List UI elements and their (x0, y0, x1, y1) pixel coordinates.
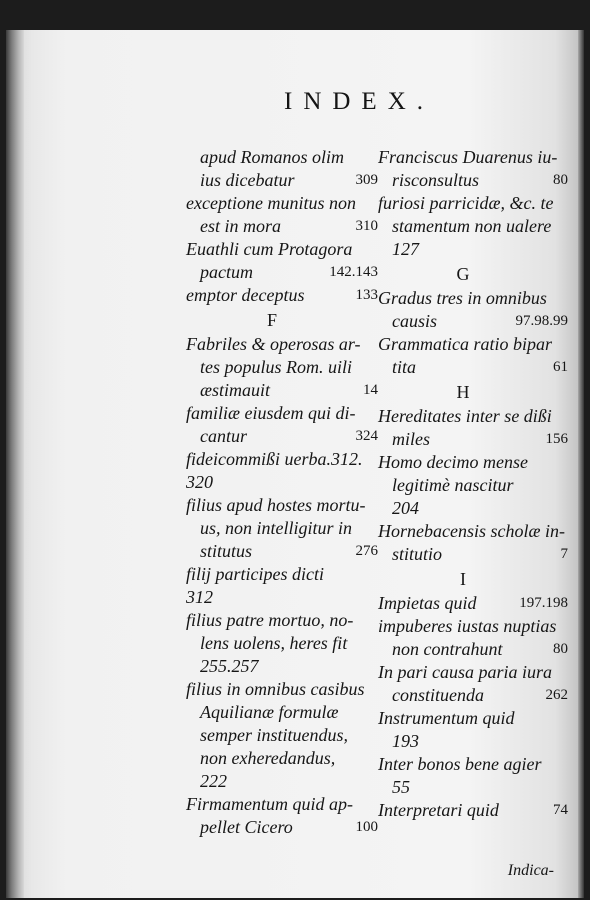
entry-line (186, 192, 378, 215)
page-number: 156 (545, 431, 568, 447)
entry-text: 204 (392, 498, 419, 518)
page-number: 133 (355, 287, 378, 303)
entry-line (378, 543, 568, 566)
entry-line (186, 517, 378, 540)
index-entry (378, 799, 568, 822)
entry-text: tita (392, 357, 417, 377)
section-letter: F (266, 310, 277, 330)
entry-text: familiæ eiusdem qui di- (186, 403, 356, 423)
entry-line (378, 215, 568, 238)
entry-line (378, 753, 568, 776)
entry-text: filij participes dicti (186, 564, 324, 584)
entry-line (186, 609, 378, 632)
entry-line (186, 333, 378, 356)
index-entry (378, 192, 568, 261)
index-entry (378, 753, 568, 799)
entry-text: Fabriles & operosas ar- (186, 334, 361, 354)
page-number: 100 (355, 819, 378, 835)
entry-text: ius dicebatur (200, 170, 295, 190)
entry-text: Aquilianæ formulæ (200, 702, 339, 722)
entry-line (378, 684, 568, 707)
page-number: 197.198 (519, 595, 568, 611)
entry-text: Inter bonos bene agier (378, 754, 542, 774)
index-entry (186, 494, 378, 563)
entry-line (378, 707, 568, 730)
entry-line (186, 215, 378, 238)
index-entry (186, 402, 378, 448)
entry-text: apud Romanos olim (200, 147, 344, 167)
page-number: 61 (553, 359, 568, 375)
entry-line (378, 428, 568, 451)
book-page (6, 30, 584, 898)
page-number: 74 (553, 802, 568, 818)
section-letter: H (456, 382, 470, 402)
page-number: 310 (355, 218, 378, 234)
entry-line (378, 520, 568, 543)
entry-line (186, 284, 378, 307)
entry-line (378, 287, 568, 310)
entry-line (378, 474, 568, 497)
entry-line (378, 638, 568, 661)
entry-text: non exheredandus, (200, 748, 336, 768)
entry-line (186, 448, 378, 471)
entry-text: emptor deceptus (186, 285, 305, 305)
entry-line (186, 471, 378, 494)
entry-line (186, 678, 378, 701)
index-entry (378, 287, 568, 333)
entry-line (186, 494, 378, 517)
entry-text: 55 (392, 777, 410, 797)
entry-line (186, 379, 378, 402)
index-entry (186, 448, 378, 494)
entry-text: æstimauit (200, 380, 271, 400)
entry-text: non contrahunt (392, 639, 503, 659)
entry-text: filius apud hostes mortu- (186, 495, 366, 515)
entry-text: impuberes iustas nuptias (378, 616, 557, 636)
entry-line (378, 333, 568, 356)
entry-line (378, 356, 568, 379)
entry-line (186, 261, 378, 284)
entry-text: est in mora (200, 216, 281, 236)
entry-text: Grammatica ratio bipar (378, 334, 553, 354)
entry-text: pellet Cicero (200, 817, 293, 837)
page-edge (578, 30, 584, 898)
entry-text: stitutio (392, 544, 443, 564)
index-entry (378, 661, 568, 707)
entry-text: 312 (186, 587, 213, 607)
entry-line (186, 425, 378, 448)
section-letter: G (456, 264, 470, 284)
index-entry (186, 333, 378, 402)
entry-line (186, 770, 378, 793)
entry-line (378, 799, 568, 822)
entry-text: filius patre mortuo, no- (186, 610, 354, 630)
entry-text: 255.257 (200, 656, 259, 676)
entry-text: pactum (200, 262, 253, 282)
entry-text: stamentum non ualere (392, 216, 552, 236)
index-entry (378, 405, 568, 451)
entry-text: Impietas quid (378, 593, 477, 613)
page-number: 324 (355, 428, 378, 444)
page-number: 14 (363, 382, 378, 398)
entry-line (378, 451, 568, 474)
binding-gutter (6, 30, 24, 898)
entry-line (186, 724, 378, 747)
page-number: 142.143 (329, 264, 378, 280)
index-entry (186, 678, 378, 793)
index-entry (378, 451, 568, 520)
entry-line (378, 776, 568, 799)
entry-text: lens uolens, heres fit (200, 633, 348, 653)
index-entry (378, 615, 568, 661)
index-entry (186, 238, 378, 284)
index-entry (378, 520, 568, 566)
page-title: INDEX. (284, 88, 435, 115)
catchword: Indica- (507, 862, 554, 879)
page-number: 97.98.99 (515, 313, 568, 329)
entry-line (186, 169, 378, 192)
entry-text: miles (392, 429, 430, 449)
index-column-right (378, 146, 568, 822)
entry-line (378, 405, 568, 428)
entry-text: Euathli cum Protagora (186, 239, 353, 259)
entry-text: tes populus Rom. uili (200, 357, 352, 377)
entry-line (378, 169, 568, 192)
index-entry (186, 284, 378, 307)
entry-text: causis (392, 311, 437, 331)
index-entry (186, 146, 378, 192)
entry-text: In pari causa paria iura (378, 662, 553, 682)
entry-text: 127 (392, 239, 419, 259)
entry-line (186, 146, 378, 169)
entry-line (378, 661, 568, 684)
entry-line (378, 192, 568, 215)
page-number: 262 (545, 687, 568, 703)
entry-line (378, 497, 568, 520)
entry-line (378, 730, 568, 753)
entry-text: Franciscus Duarenus iu- (378, 147, 558, 167)
entry-text: filius in omnibus casibus (186, 679, 365, 699)
page-number: 80 (553, 641, 568, 657)
entry-text: furiosi parricidæ, &c. te (378, 193, 554, 213)
entry-line (186, 586, 378, 609)
entry-line (186, 632, 378, 655)
entry-text: Interpretari quid (378, 800, 499, 820)
entry-line (378, 615, 568, 638)
entry-line (186, 356, 378, 379)
index-entry (378, 333, 568, 379)
index-entry (378, 146, 568, 192)
entry-text: Homo decimo mense (378, 452, 528, 472)
entry-line (378, 592, 568, 615)
entry-line (186, 402, 378, 425)
index-entry (186, 192, 378, 238)
entry-text: Instrumentum quid (378, 708, 515, 728)
entry-text: semper instituendus, (200, 725, 348, 745)
page-number: 80 (553, 172, 568, 188)
entry-line (378, 238, 568, 261)
entry-text: 193 (392, 731, 419, 751)
entry-line (186, 238, 378, 261)
entry-line (186, 540, 378, 563)
index-entry (186, 563, 378, 609)
page-number: 309 (355, 172, 378, 188)
entry-text: Hornebacensis scholæ in- (378, 521, 565, 541)
page-number: 276 (355, 543, 378, 559)
index-entry (186, 793, 378, 839)
entry-text: 222 (200, 771, 227, 791)
entry-text: exceptione munitus non (186, 193, 356, 213)
entry-text: us, non intelligitur in (200, 518, 353, 538)
entry-text: fideicommißi uerba.312. (186, 449, 363, 469)
entry-text: legitimè nascitur (392, 475, 514, 495)
entry-line (378, 310, 568, 333)
entry-text: Hereditates inter se dißi (378, 406, 552, 426)
entry-text: Gradus tres in omnibus (378, 288, 547, 308)
entry-line (186, 563, 378, 586)
entry-line (378, 146, 568, 169)
entry-text: cantur (200, 426, 247, 446)
entry-line (186, 747, 378, 770)
entry-text: Firmamentum quid ap- (186, 794, 353, 814)
entry-line (186, 655, 378, 678)
index-column-left (186, 146, 378, 839)
page-number: 7 (560, 546, 568, 562)
index-entry (378, 592, 568, 615)
entry-text: 320 (186, 472, 213, 492)
entry-text: stitutus (200, 541, 253, 561)
entry-text: risconsultus (392, 170, 480, 190)
section-letter: I (460, 569, 466, 589)
index-entry (186, 609, 378, 678)
entry-line (186, 816, 378, 839)
index-entry (378, 707, 568, 753)
entry-line (186, 793, 378, 816)
entry-text: constituenda (392, 685, 484, 705)
entry-line (186, 701, 378, 724)
